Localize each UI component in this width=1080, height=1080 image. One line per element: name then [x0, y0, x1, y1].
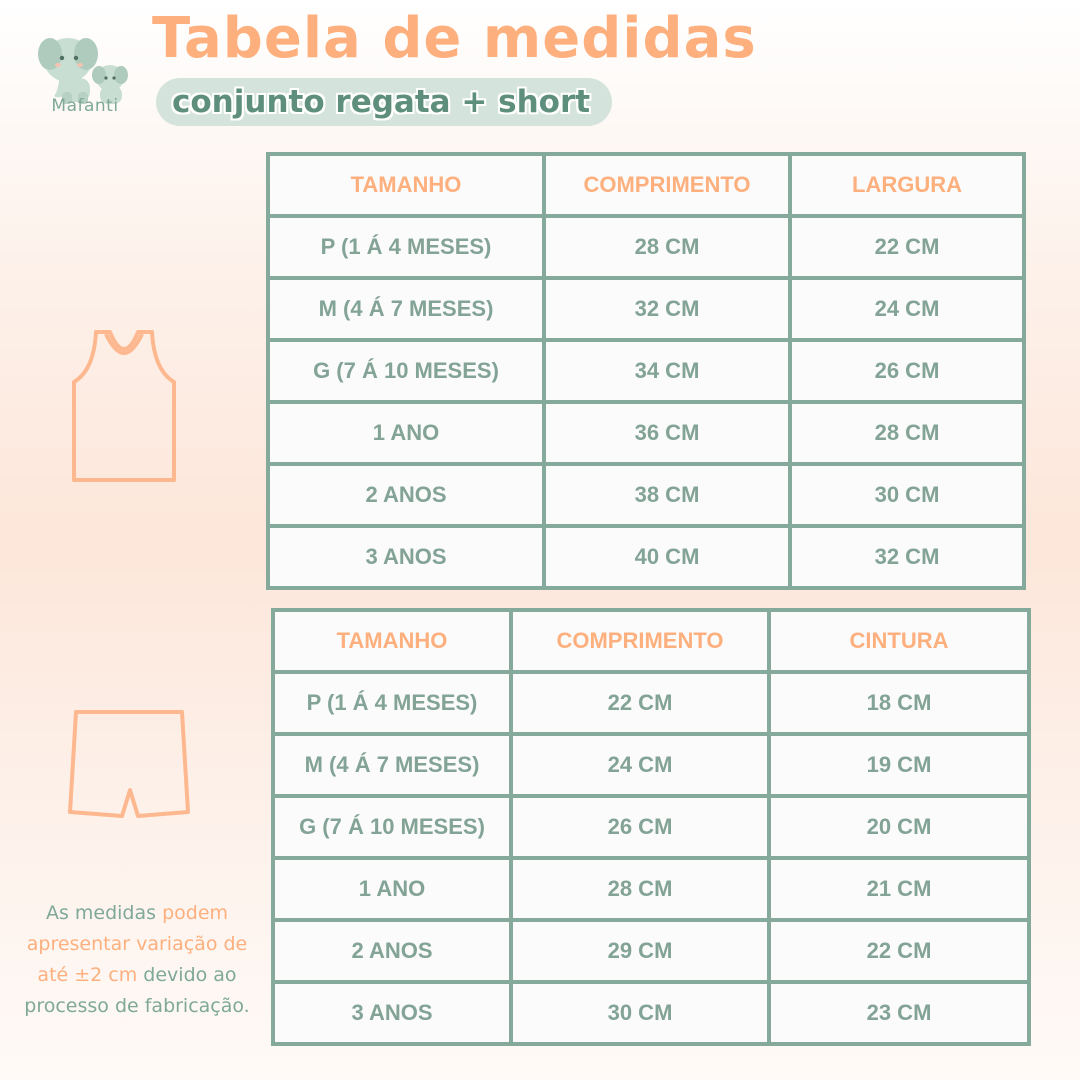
waist-cell: 20 CM: [769, 796, 1029, 858]
length-cell: 32 CM: [544, 278, 790, 340]
header-tamanho: TAMANHO: [268, 154, 544, 216]
length-cell: 26 CM: [511, 796, 769, 858]
note-text-start: As medidas: [45, 902, 163, 924]
length-cell: 30 CM: [511, 982, 769, 1044]
tank-top-icon: [68, 326, 180, 486]
length-cell: 28 CM: [544, 216, 790, 278]
waist-cell: 18 CM: [769, 672, 1029, 734]
width-cell: 24 CM: [790, 278, 1024, 340]
brand-logo-text: Mafanti: [51, 96, 119, 116]
note-text-end: devido ao processo de fabricação.: [24, 964, 250, 1017]
size-cell: P (1 Á 4 MESES): [268, 216, 544, 278]
length-cell: 34 CM: [544, 340, 790, 402]
page-title: Tabela de medidas: [152, 6, 757, 71]
header-largura: LARGURA: [790, 154, 1024, 216]
size-cell: 2 ANOS: [268, 464, 544, 526]
subtitle-pill: [156, 78, 612, 126]
header-cintura: CINTURA: [769, 610, 1029, 672]
waist-cell: 22 CM: [769, 920, 1029, 982]
waist-cell: 19 CM: [769, 734, 1029, 796]
size-cell: 1 ANO: [273, 858, 511, 920]
page-subtitle: conjunto regata + short: [172, 84, 591, 120]
table-row: [268, 464, 1024, 526]
header-tamanho: TAMANHO: [273, 610, 511, 672]
table-row: [268, 402, 1024, 464]
size-cell: M (4 Á 7 MESES): [268, 278, 544, 340]
width-cell: 22 CM: [790, 216, 1024, 278]
length-cell: 22 CM: [511, 672, 769, 734]
table-header-row: [273, 610, 1029, 672]
note-text-highlight: podem apresentar variação de até ±2 cm: [26, 902, 248, 986]
length-cell: 29 CM: [511, 920, 769, 982]
header-comprimento: COMPRIMENTO: [544, 154, 790, 216]
table-row: [273, 672, 1029, 734]
table-row: [273, 858, 1029, 920]
measurement-variation-note: [18, 898, 256, 1022]
size-cell: P (1 Á 4 MESES): [273, 672, 511, 734]
table-row: [273, 920, 1029, 982]
table-row: [268, 526, 1024, 588]
table-header-row: [268, 154, 1024, 216]
size-cell: 2 ANOS: [273, 920, 511, 982]
width-cell: 28 CM: [790, 402, 1024, 464]
shorts-icon: [64, 706, 194, 822]
header-comprimento: COMPRIMENTO: [511, 610, 769, 672]
length-cell: 24 CM: [511, 734, 769, 796]
size-cell: 3 ANOS: [273, 982, 511, 1044]
size-cell: G (7 Á 10 MESES): [268, 340, 544, 402]
length-cell: 28 CM: [511, 858, 769, 920]
size-cell: G (7 Á 10 MESES): [273, 796, 511, 858]
table-row: [268, 340, 1024, 402]
table-row: [268, 278, 1024, 340]
size-cell: 3 ANOS: [268, 526, 544, 588]
length-cell: 36 CM: [544, 402, 790, 464]
waist-cell: 23 CM: [769, 982, 1029, 1044]
length-cell: 40 CM: [544, 526, 790, 588]
tank-top-size-table: [266, 152, 1026, 590]
table-row: [273, 982, 1029, 1044]
shorts-size-table: [271, 608, 1031, 1046]
length-cell: 38 CM: [544, 464, 790, 526]
table-row: [273, 734, 1029, 796]
width-cell: 32 CM: [790, 526, 1024, 588]
width-cell: 26 CM: [790, 340, 1024, 402]
size-cell: 1 ANO: [268, 402, 544, 464]
width-cell: 30 CM: [790, 464, 1024, 526]
table-row: [273, 796, 1029, 858]
waist-cell: 21 CM: [769, 858, 1029, 920]
size-cell: M (4 Á 7 MESES): [273, 734, 511, 796]
table-row: [268, 216, 1024, 278]
